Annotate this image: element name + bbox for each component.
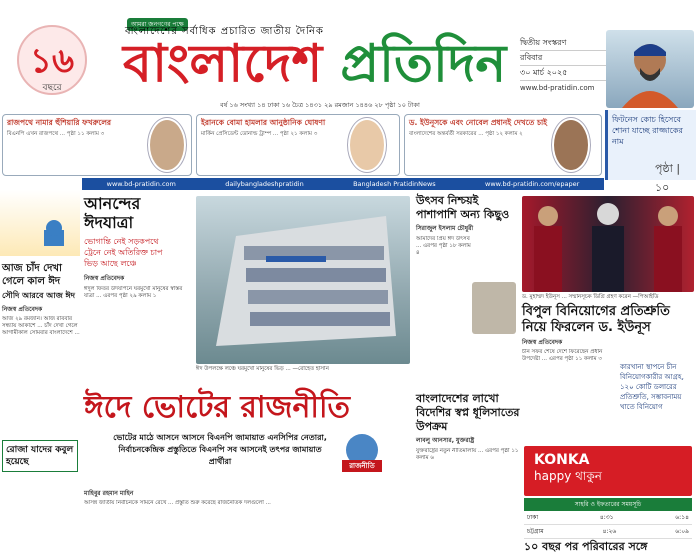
table-title: সাহরি ও ইফতারের সময়সূচি [524, 498, 692, 511]
moon-byline: নিজস্ব প্রতিবেদক [2, 306, 43, 313]
author-portrait [472, 282, 516, 334]
ad-slogan: happy থাকুন [534, 469, 602, 483]
motto-pill: আমরা জনগণের পক্ষে [127, 18, 188, 31]
edition-day: রবিবার [520, 51, 606, 66]
yunus-body: চীন সফর শেষে দেশে ফিরেছেন প্রধান উপদেষ্টা ... এরপর পৃষ্ঠা ১১ কলাম ৩ [522, 349, 603, 362]
teaser-body: বিএনপি এখন রাজপথে ... পৃষ্ঠা ১১ কলাম ৩ [7, 131, 105, 137]
link-facebook[interactable]: dailybangladeshpratidin [225, 180, 304, 188]
table-row [524, 525, 692, 539]
row-sehri: ৪:৩১ [599, 514, 614, 521]
row-city: ঢাকা [527, 514, 539, 521]
main-body: আসন্ন জাতীয় নির্বাচনকে সামনে রেখে ... প্রস্তুতি শুরু করেছে রাজনৈতিক দলগুলো ... [84, 500, 271, 506]
portrait-trump [348, 118, 386, 172]
teaser-body: মার্কিন প্রেসিডেন্ট ডোনাল্ড ট্রাম্প ... পৃষ্ঠা ২১ কলাম ৩ [201, 131, 318, 137]
utsab-body: আমাদের প্রিয় ঈদ উৎসব ... এরপর পৃষ্ঠা ১৮ কলাম ৪ [416, 236, 471, 256]
konka-ad[interactable] [524, 446, 692, 496]
convocation-caption: ড. মুহাম্মদ ইউনূস ... সম্মানসূচক ডিগ্রি গ্রহণ করেন —পিআইডি [522, 294, 659, 300]
portrait-writer [552, 118, 590, 172]
utsab-author: সিরাজুল ইসলাম চৌধুরী [416, 225, 474, 232]
brand-red: বাংলাদেশ [123, 34, 323, 94]
row-iftar: ৬:১৪ [675, 514, 689, 521]
edition-date: ৩০ মার্চ ২০২৫ [520, 66, 606, 81]
promo-text: ফিটনেস কোচ হিসেবে শোনা যাচ্ছে রাজ্জাকের নাম [612, 115, 683, 146]
yunus-byline: নিজস্ব প্রতিবেদক [522, 339, 563, 346]
svg-text:বছরে: বছরে [42, 83, 62, 93]
site-url[interactable]: www.bd-pratidin.com [520, 84, 595, 92]
link-epaper[interactable]: www.bd-pratidin.com/epaper [485, 180, 580, 188]
foreigners-story[interactable] [416, 392, 520, 548]
link-website[interactable]: www.bd-pratidin.com [106, 180, 176, 188]
moon-body: আজ ২৯ রমজান। আজ রবিবার সন্ধ্যায় আকাশে ... চাঁদ দেখা গেলে আগামীকাল সোমবার বাংলাদেশে ... [2, 316, 80, 336]
main-headline[interactable]: ঈদে ভোটের রাজনীতি [84, 390, 351, 425]
tagline: বাংলাদেশের সর্বাধিক প্রচারিত জাতীয় দৈনিক [125, 26, 324, 37]
ad-brand: KONKA [534, 452, 590, 468]
row-city: চট্টগ্রাম [527, 528, 544, 535]
sports-photo [606, 30, 694, 108]
main-byline: মাহিবুর রহমান মাহিন [84, 490, 134, 497]
issue-info: বর্ষ ১৬ সংখ্যা ১৪ ঢাকা ১৬ চৈত্র ১৪৩১ ২৯ রমজান ১৪৪৬ ২৮ পৃষ্ঠা ১০ টাকা [220, 101, 420, 109]
teaser-body: বাংলাদেশের অন্তর্বর্তী সরকারের ... পৃষ্ঠা ১২ কলাম ২ [409, 131, 523, 137]
eid-moon-illustration [0, 190, 80, 256]
journey-headline: আনন্দের ঈদযাত্রা [84, 194, 141, 232]
social-link-bar [82, 178, 604, 190]
link-twitter[interactable]: Bangladesh PratidinNews [353, 180, 436, 188]
edition-label: দ্বিতীয় সংস্করণ [520, 36, 606, 51]
convocation-photo [522, 196, 694, 292]
bottom-teaser[interactable]: ১০ বছর পর পরিবারের সঙ্গে [524, 540, 648, 552]
launch-ship-photo [196, 196, 410, 364]
moon-story[interactable] [2, 262, 80, 436]
eid-journey-story[interactable] [84, 194, 194, 374]
teaser-title: ইরানকে বোমা হামলার আনুষ্ঠানিক ঘোষণা [201, 118, 326, 127]
journey-bullet-launch: ভিড় আছে লঞ্চে [84, 259, 137, 268]
journey-byline: নিজস্ব প্রতিবেদক [84, 275, 125, 282]
journey-bullet-road: ভোগান্তি নেই সড়কপথে [84, 237, 159, 246]
svg-text:১৬: ১৬ [29, 41, 75, 81]
sehri-iftar-table [524, 498, 692, 539]
portrait-fakhrul [148, 118, 186, 172]
utsab-headline: উৎসব নিশ্চয়ই পাশাপাশি অন্য কিছুও [416, 194, 510, 221]
table-row [524, 511, 692, 525]
investment-note: কারখানা স্থাপনে চীন বিনিয়োগকারীর আগ্রহ, ১২০ কোটি ডলারের প্রতিশ্রুতি, সম্ভাবনাময় খাতে বিনিয়োগ [620, 363, 684, 411]
edition-box [520, 36, 606, 81]
politics-logo [334, 432, 390, 474]
main-subheadline: ভোটের মাঠে আসনে আসনে বিএনপি জামায়াত এনসিপির নেতারা, নির্বাচনকেন্দ্রিক প্রস্তুতিতে বিএনপি সব আসনেই তৎপর জামায়াত প্রার্থীরা [113, 433, 327, 466]
row-iftar: ৬:০৯ [675, 528, 689, 535]
journey-bullet-train: ট্রেনে নেই অতিরিক্ত চাপ [84, 248, 163, 257]
journey-body: ঈদুল ফিতর উদযাপনে ঘরমুখো মানুষের স্বস্তির যাত্রা ... এরপর পৃষ্ঠা ২৯ কলাম ১ [84, 286, 183, 299]
foreigners-byline: লাবলু আনসার, যুক্তরাষ্ট্র [416, 437, 475, 444]
foreigners-body: যুক্তরাষ্ট্রের নতুন নীতিমালায় ... এরপর পৃষ্ঠা ১১ কলাম ৬ [416, 448, 519, 461]
brand-green: প্রতিদিন [340, 34, 507, 94]
politics-logo-text: রাজনীতি [349, 462, 375, 470]
moon-sub: সৌদি আরবে আজ ঈদ [2, 291, 75, 300]
moon-headline: আজ চাঁদ দেখা গেলে কাল ঈদ [2, 263, 62, 287]
anniversary-logo [6, 22, 98, 98]
promo-page: পৃষ্ঠা | ১০ [655, 162, 681, 194]
ship-caption: ঈদ উপলক্ষে লঞ্চে ঘরমুখো মানুষের ভিড় ... —রোহেত হাসান [196, 366, 329, 372]
teaser-title: রাজপথে নামার হুঁশিয়ারি ফখরুলের [7, 118, 112, 127]
roza-badge[interactable]: রোজা যাদের কবুল হয়েছে [2, 440, 78, 472]
foreigners-headline: বাংলাদেশের লাখো বিদেশির স্বপ্ন ধূলিসাতের উপক্রম [416, 392, 520, 433]
row-sehri: ৪:২৬ [602, 528, 617, 535]
newspaper-brand[interactable] [123, 34, 507, 94]
teaser-title: ড. ইউনূসকে এবং নোবেল প্রধানই দেখতে চাই [409, 118, 548, 127]
yunus-headline: বিপুল বিনিয়োগের প্রতিশ্রুতি নিয়ে ফিরলেন ড. ইউনূস [522, 304, 670, 335]
